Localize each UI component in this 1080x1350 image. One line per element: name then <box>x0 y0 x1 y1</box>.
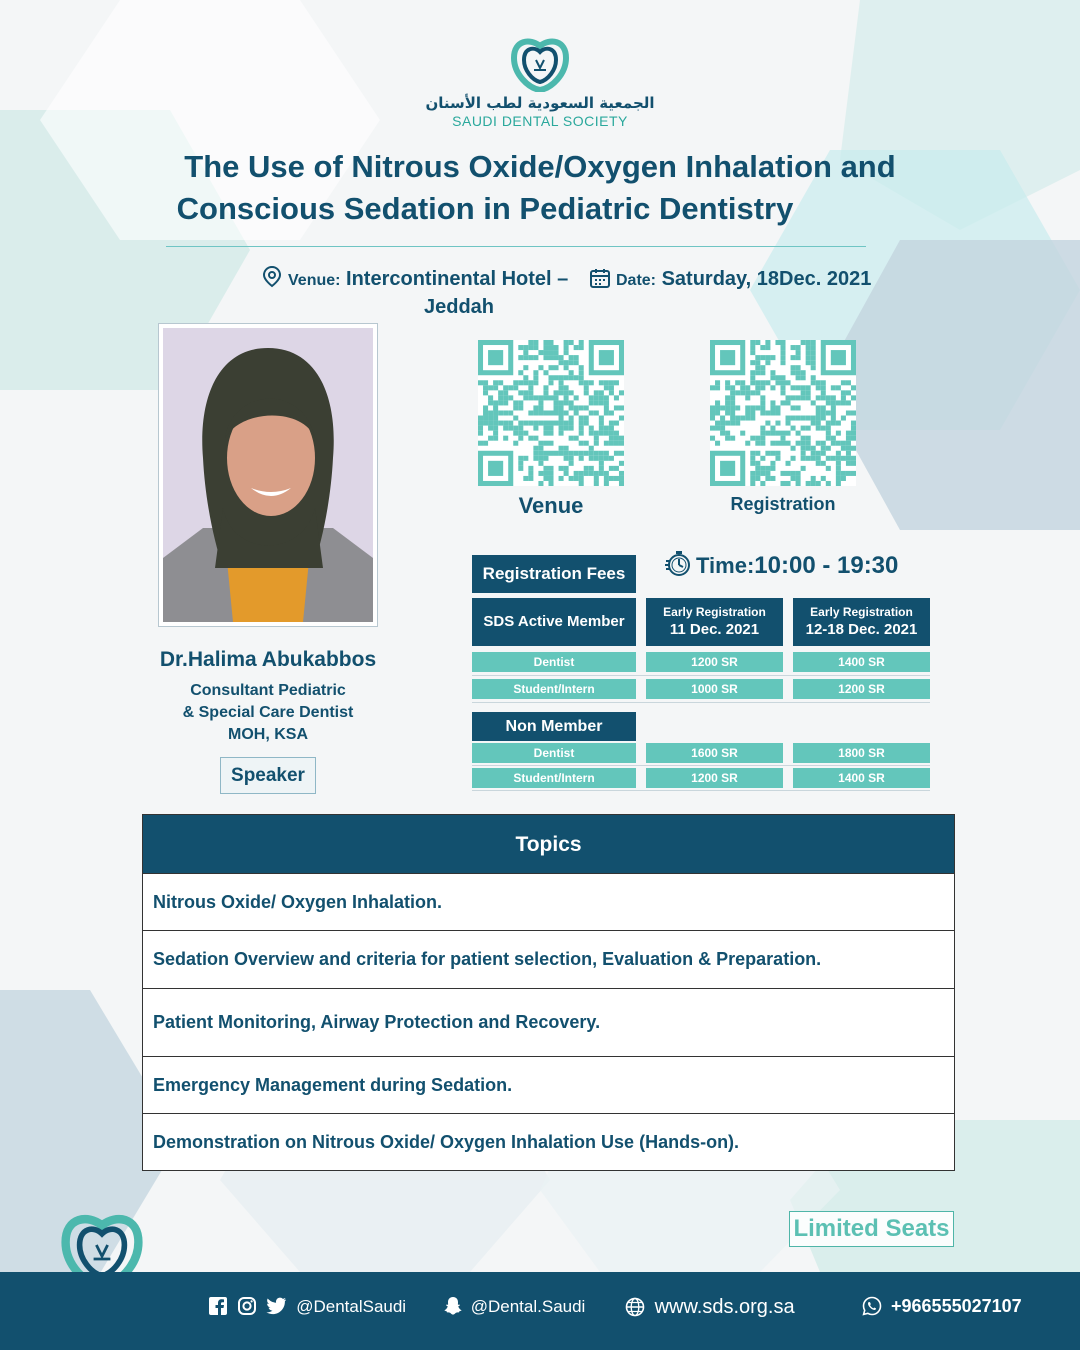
stopwatch-icon <box>664 549 692 577</box>
speaker-title-line-1: Consultant Pediatric <box>190 682 346 699</box>
fee-row-divider <box>472 765 930 766</box>
registration-fees-title: Registration Fees <box>472 555 636 593</box>
instagram-icon[interactable] <box>237 1296 257 1316</box>
society-name-arabic: الجمعية السعودية لطب الأسنان <box>425 94 655 112</box>
speaker-portrait-illustration <box>163 328 373 622</box>
nonmember-dentist-early-fee: 1600 SR <box>646 743 783 763</box>
topics-header: Topics <box>143 815 954 874</box>
member-dentist-early-fee: 1200 SR <box>646 652 783 672</box>
topic-row: Patient Monitoring, Airway Protection and Recovery. <box>143 989 954 1057</box>
event-title-line-2: Conscious Sedation in Pediatric Dentistry <box>176 191 794 226</box>
location-pin-icon <box>262 266 282 288</box>
globe-icon[interactable] <box>625 1297 645 1317</box>
venue-qr-code[interactable] <box>478 340 624 486</box>
member-dentist-late-fee: 1400 SR <box>793 652 930 672</box>
website-link[interactable] <box>625 1296 795 1319</box>
time-label: Time: <box>696 553 755 578</box>
topic-row: Nitrous Oxide/ Oxygen Inhalation. <box>143 874 954 931</box>
member-student-late-fee: 1200 SR <box>793 679 930 699</box>
early-registration-header-2-title: Early Registration <box>810 605 913 619</box>
society-logo-block <box>0 38 1080 129</box>
society-name-english: SAUDI DENTAL SOCIETY <box>452 113 628 129</box>
speaker-name: Dr.Halima Abukabbos <box>159 648 377 671</box>
snapchat-icon[interactable] <box>444 1296 462 1316</box>
early-registration-header-1-title: Early Registration <box>663 605 766 619</box>
venue-label: Venue: <box>288 272 341 289</box>
fee-row-divider <box>472 790 930 791</box>
speaker-title-line-2: & Special Care Dentist <box>182 704 354 721</box>
facebook-icon[interactable] <box>208 1296 228 1316</box>
non-member-header: Non Member <box>472 712 636 741</box>
early-registration-header-1 <box>646 598 783 646</box>
event-title-line-1: The Use of Nitrous Oxide/Oxygen Inhalation and <box>184 149 896 184</box>
early-registration-header-2 <box>793 598 930 646</box>
website-text[interactable]: www.sds.org.sa <box>654 1296 795 1318</box>
fee-row-divider <box>472 702 930 703</box>
time-info <box>664 549 924 580</box>
whatsapp-icon[interactable] <box>862 1296 882 1316</box>
twitter-icon[interactable] <box>265 1296 287 1316</box>
topic-row: Sedation Overview and criteria for patient selection, Evaluation & Preparation. <box>143 931 954 989</box>
speaker-photo <box>163 328 373 622</box>
registration-qr-code[interactable] <box>710 340 856 486</box>
limited-seats-badge: Limited Seats <box>789 1211 954 1247</box>
speaker-badge: Speaker <box>220 757 316 794</box>
whatsapp-link[interactable] <box>862 1296 1022 1317</box>
fee-row-divider <box>472 675 930 676</box>
member-student-early-fee: 1000 SR <box>646 679 783 699</box>
sds-member-header: SDS Active Member <box>472 598 636 646</box>
nonmember-student-late-fee: 1400 SR <box>793 768 930 788</box>
date-info <box>590 266 890 294</box>
event-title <box>100 146 980 230</box>
date-value: Saturday, 18Dec. 2021 <box>661 268 872 290</box>
topic-row: Emergency Management during Sedation. <box>143 1057 954 1114</box>
venue-qr-label: Venue <box>518 493 584 518</box>
speaker-title <box>120 680 416 746</box>
early-registration-header-1-date: 11 Dec. 2021 <box>669 621 760 638</box>
nonmember-dentist-late-fee: 1800 SR <box>793 743 930 763</box>
venue-value-line-1: Intercontinental Hotel – <box>346 268 569 290</box>
member-student-category: Student/Intern <box>472 679 636 699</box>
social-handle-link[interactable] <box>208 1296 406 1317</box>
topics-table <box>142 814 955 1171</box>
society-logo-icon <box>510 38 570 92</box>
title-divider <box>166 246 866 247</box>
speaker-photo-frame <box>158 323 378 627</box>
date-label: Date: <box>616 272 657 289</box>
member-dentist-category: Dentist <box>472 652 636 672</box>
snapchat-handle-link[interactable] <box>444 1296 585 1317</box>
whatsapp-number[interactable]: +966555027107 <box>891 1296 1022 1316</box>
social-handle-text[interactable]: @DentalSaudi <box>296 1297 407 1316</box>
topic-row: Demonstration on Nitrous Oxide/ Oxygen Inhalation Use (Hands-on). <box>153 1131 740 1152</box>
nonmember-dentist-category: Dentist <box>472 743 636 763</box>
nonmember-student-category: Student/Intern <box>472 768 636 788</box>
venue-info <box>262 266 592 320</box>
calendar-icon <box>590 268 610 288</box>
time-value: 10:00 - 19:30 <box>754 552 899 579</box>
snapchat-handle-text[interactable]: @Dental.Saudi <box>470 1297 586 1316</box>
venue-value-line-2: Jeddah <box>424 296 495 318</box>
speaker-title-line-3: MOH, KSA <box>228 726 308 743</box>
nonmember-student-early-fee: 1200 SR <box>646 768 783 788</box>
early-registration-header-2-date: 12-18 Dec. 2021 <box>805 621 918 638</box>
registration-qr-label: Registration <box>730 494 836 514</box>
